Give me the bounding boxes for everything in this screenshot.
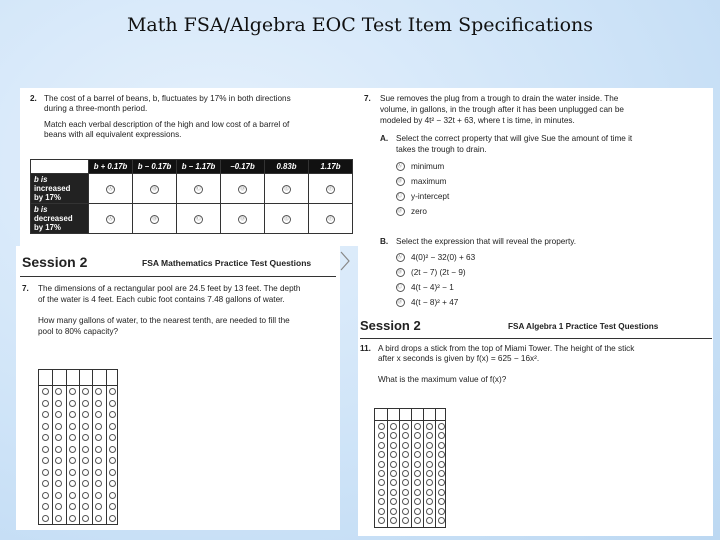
grid-bubble[interactable] xyxy=(69,492,76,499)
part-label: A. xyxy=(380,134,389,143)
grid-bubble[interactable] xyxy=(109,503,116,510)
header-rule xyxy=(360,338,712,339)
grid-bubble[interactable] xyxy=(390,470,397,477)
grid-bubble[interactable] xyxy=(378,498,385,505)
grid-column-divider xyxy=(435,409,436,527)
grid-bubble[interactable] xyxy=(42,492,49,499)
grid-bubble[interactable] xyxy=(426,498,433,505)
part-b-prompt: Select the expression that will reveal the property. xyxy=(396,237,577,246)
grid-bubble[interactable] xyxy=(69,423,76,430)
grid-column-divider xyxy=(106,370,107,524)
grid-bubble[interactable] xyxy=(82,480,89,487)
grid-bubble[interactable] xyxy=(390,432,397,439)
grid-bubble[interactable] xyxy=(438,432,445,439)
part-a-prompt-line: Select the correct property that will give Sue the amount of time it xyxy=(396,134,633,143)
question-instruction-line: beans with all equivalent expressions. xyxy=(44,130,182,139)
grid-bubble[interactable] xyxy=(378,432,385,439)
grid-bubble[interactable] xyxy=(438,470,445,477)
question-stem-line: after x seconds is given by f(x) = 625 − 16x². xyxy=(378,354,540,363)
grid-bubble[interactable] xyxy=(414,451,421,458)
grid-bubble[interactable] xyxy=(378,479,385,486)
row-label-increased xyxy=(31,174,89,204)
answer-bubble[interactable]: Ⓔ xyxy=(283,186,289,192)
grid-column-divider xyxy=(423,409,424,527)
option-y-intercept[interactable] xyxy=(396,192,449,201)
grid-bubble[interactable] xyxy=(95,515,102,522)
option-text: zero xyxy=(411,207,427,216)
part-label: B. xyxy=(380,237,389,246)
grid-bubble[interactable] xyxy=(109,469,116,476)
grid-bubble[interactable] xyxy=(69,446,76,453)
grid-bubble[interactable] xyxy=(82,446,89,453)
question-number: 2. xyxy=(30,94,37,103)
grid-column-divider xyxy=(52,370,53,524)
grid-bubble[interactable] xyxy=(414,498,421,505)
grid-bubble[interactable] xyxy=(42,446,49,453)
answer-bubble[interactable]: Ⓕ xyxy=(327,216,333,222)
grid-bubble[interactable] xyxy=(402,498,409,505)
grid-bubble[interactable] xyxy=(69,411,76,418)
column-header: b − 0.17b xyxy=(133,160,177,174)
option-minimum[interactable] xyxy=(396,162,444,171)
grid-bubble[interactable] xyxy=(95,503,102,510)
grid-bubble[interactable] xyxy=(82,503,89,510)
grid-bubble[interactable] xyxy=(95,400,102,407)
grid-bubble[interactable] xyxy=(82,469,89,476)
grid-bubble[interactable] xyxy=(82,434,89,441)
grid-bubble[interactable] xyxy=(402,461,409,468)
answer-bubble[interactable]: Ⓕ xyxy=(327,186,333,192)
grid-bubble[interactable] xyxy=(95,434,102,441)
table-corner xyxy=(31,160,89,174)
answer-bubble[interactable]: Ⓒ xyxy=(195,186,201,192)
question-number: 11. xyxy=(360,344,371,353)
answer-bubble[interactable]: Ⓑ xyxy=(151,186,157,192)
question-2-panel xyxy=(20,88,358,246)
grid-bubble[interactable] xyxy=(390,442,397,449)
grid-bubble[interactable] xyxy=(95,411,102,418)
grid-column-divider xyxy=(92,370,93,524)
row-label-line: increased xyxy=(34,184,71,193)
option-zero[interactable] xyxy=(396,207,427,216)
option-text: (2t − 7) (2t − 9) xyxy=(411,268,466,277)
grid-bubble[interactable] xyxy=(402,432,409,439)
grid-bubble[interactable] xyxy=(55,388,62,395)
grid-bubble[interactable] xyxy=(109,492,116,499)
grid-bubble[interactable] xyxy=(438,508,445,515)
grid-column-divider xyxy=(66,370,67,524)
grid-bubble[interactable] xyxy=(95,469,102,476)
session-title: Session 2 xyxy=(360,318,421,333)
grid-bubble[interactable] xyxy=(55,469,62,476)
grid-bubble[interactable] xyxy=(438,451,445,458)
option-text: y-intercept xyxy=(411,192,450,201)
grid-bubble[interactable] xyxy=(109,457,116,464)
grid-column-divider xyxy=(411,409,412,527)
grid-bubble[interactable] xyxy=(42,423,49,430)
grid-bubble[interactable] xyxy=(414,423,421,430)
question-stem-line: The cost of a barrel of beans, b, fluctuates by 17% in both directions xyxy=(44,94,291,103)
grid-bubble[interactable] xyxy=(82,400,89,407)
question-stem-line: The dimensions of a rectangular pool are 24.5 feet by 13 feet. The depth xyxy=(38,284,301,293)
question-number: 7. xyxy=(364,94,371,103)
grid-bubble[interactable] xyxy=(109,423,116,430)
grid-bubble[interactable] xyxy=(378,442,385,449)
grid-bubble[interactable] xyxy=(378,508,385,515)
option-text: minimum xyxy=(411,162,445,171)
row-label-line: b is xyxy=(34,205,48,214)
grid-bubble[interactable] xyxy=(426,479,433,486)
answer-bubble[interactable]: Ⓓ xyxy=(239,186,245,192)
answer-bubble[interactable]: Ⓐ xyxy=(107,186,113,192)
question-stem-line: of the water is 4 feet. Each cubic foot contains 7.48 gallons of water. xyxy=(38,295,285,304)
grid-bubble[interactable] xyxy=(55,434,62,441)
grid-bubble[interactable] xyxy=(55,411,62,418)
column-header: b − 1.17b xyxy=(177,160,221,174)
grid-bubble[interactable] xyxy=(42,469,49,476)
grid-bubble[interactable] xyxy=(390,451,397,458)
grid-bubble[interactable] xyxy=(390,461,397,468)
grid-bubble[interactable] xyxy=(55,515,62,522)
grid-bubble[interactable] xyxy=(414,479,421,486)
grid-bubble[interactable] xyxy=(42,480,49,487)
option-text: 4(t − 4)² − 1 xyxy=(411,283,454,292)
answer-bubble[interactable]: Ⓔ xyxy=(283,216,289,222)
grid-bubble[interactable] xyxy=(414,489,421,496)
grid-bubble[interactable] xyxy=(42,388,49,395)
row-label-line: by 17% xyxy=(34,193,61,202)
option-bubble[interactable]: Ⓒ xyxy=(396,283,405,292)
grid-bubble[interactable] xyxy=(438,498,445,505)
answer-bubble[interactable]: Ⓑ xyxy=(151,216,157,222)
grid-bubble[interactable] xyxy=(438,442,445,449)
grid-bubble[interactable] xyxy=(95,492,102,499)
option-text: 4(0)² − 32(0) + 63 xyxy=(411,253,476,262)
grid-bubble[interactable] xyxy=(109,411,116,418)
grid-bubble[interactable] xyxy=(82,388,89,395)
session-2-bird-panel xyxy=(358,314,713,536)
grid-bubble[interactable] xyxy=(95,446,102,453)
grid-bubble[interactable] xyxy=(55,457,62,464)
grid-bubble[interactable] xyxy=(82,492,89,499)
grid-bubble[interactable] xyxy=(82,457,89,464)
grid-bubble[interactable] xyxy=(414,461,421,468)
grid-bubble[interactable] xyxy=(42,411,49,418)
grid-bubble[interactable] xyxy=(438,479,445,486)
grid-bubble[interactable] xyxy=(390,423,397,430)
option-maximum[interactable] xyxy=(396,177,446,186)
grid-bubble[interactable] xyxy=(414,442,421,449)
grid-bubble[interactable] xyxy=(109,434,116,441)
option-bubble[interactable]: Ⓐ xyxy=(396,162,405,171)
answer-grid[interactable] xyxy=(374,408,446,528)
option-bubble[interactable]: Ⓑ xyxy=(396,177,405,186)
grid-bubble[interactable] xyxy=(402,479,409,486)
grid-bubble[interactable] xyxy=(414,517,421,524)
answer-bubble[interactable]: Ⓓ xyxy=(239,216,245,222)
grid-bubble[interactable] xyxy=(55,423,62,430)
grid-bubble[interactable] xyxy=(55,400,62,407)
grid-bubble[interactable] xyxy=(42,503,49,510)
grid-bubble[interactable] xyxy=(426,517,433,524)
grid-bubble[interactable] xyxy=(95,457,102,464)
column-header: −0.17b xyxy=(221,160,265,174)
matching-table xyxy=(30,159,353,234)
grid-bubble[interactable] xyxy=(82,411,89,418)
question-stem-line: Sue removes the plug from a trough to drain the water inside. The xyxy=(380,94,619,103)
grid-bubble[interactable] xyxy=(69,515,76,522)
grid-bubble[interactable] xyxy=(69,469,76,476)
question-instruction-line: Match each verbal description of the high and low cost of a barrel of xyxy=(44,120,290,129)
grid-bubble[interactable] xyxy=(426,508,433,515)
grid-bubble[interactable] xyxy=(69,388,76,395)
question-7-trough-panel xyxy=(358,88,713,314)
answer-bubble[interactable]: Ⓒ xyxy=(195,216,201,222)
grid-bubble[interactable] xyxy=(426,432,433,439)
test-header: FSA Mathematics Practice Test Questions xyxy=(142,258,312,268)
grid-bubble[interactable] xyxy=(109,480,116,487)
question-prompt-line: How many gallons of water, to the nearest tenth, are needed to fill the xyxy=(38,316,290,325)
question-stem-line: modeled by 4t² − 32t + 63, where t is time, in minutes. xyxy=(380,116,575,125)
grid-bubble[interactable] xyxy=(69,434,76,441)
question-prompt: What is the maximum value of f(x)? xyxy=(378,375,507,384)
session-title: Session 2 xyxy=(22,254,88,270)
chevron-right-icon xyxy=(338,250,352,272)
grid-bubble[interactable] xyxy=(95,423,102,430)
question-stem-line: volume, in gallons, in the trough after it has been unplugged can be xyxy=(380,105,624,114)
grid-bubble[interactable] xyxy=(390,489,397,496)
grid-bubble[interactable] xyxy=(438,489,445,496)
answer-grid[interactable] xyxy=(38,369,118,525)
option-bubble[interactable]: Ⓒ xyxy=(396,192,405,201)
option-expression-c[interactable] xyxy=(396,283,454,292)
column-header: b + 0.17b xyxy=(89,160,133,174)
grid-bubble[interactable] xyxy=(438,517,445,524)
grid-bubble[interactable] xyxy=(402,517,409,524)
option-bubble[interactable]: Ⓓ xyxy=(396,207,405,216)
grid-bubble[interactable] xyxy=(426,423,433,430)
grid-bubble[interactable] xyxy=(426,461,433,468)
option-bubble[interactable]: Ⓑ xyxy=(396,268,405,277)
grid-entry-row-rule xyxy=(39,385,117,386)
row-label-line: decreased xyxy=(34,214,73,223)
grid-bubble[interactable] xyxy=(69,400,76,407)
grid-bubble[interactable] xyxy=(55,480,62,487)
option-expression-b[interactable] xyxy=(396,268,466,277)
grid-bubble[interactable] xyxy=(426,442,433,449)
grid-bubble[interactable] xyxy=(390,498,397,505)
grid-bubble[interactable] xyxy=(69,503,76,510)
grid-bubble[interactable] xyxy=(402,442,409,449)
option-bubble[interactable]: Ⓐ xyxy=(396,253,405,262)
grid-bubble[interactable] xyxy=(402,423,409,430)
grid-entry-row-rule xyxy=(375,420,445,421)
slide-title: Math FSA/Algebra EOC Test Item Specifications xyxy=(126,14,594,36)
option-text: maximum xyxy=(411,177,447,186)
grid-bubble[interactable] xyxy=(95,388,102,395)
grid-bubble[interactable] xyxy=(109,388,116,395)
grid-bubble[interactable] xyxy=(378,470,385,477)
test-header: FSA Algebra 1 Practice Test Questions xyxy=(508,322,659,331)
grid-bubble[interactable] xyxy=(414,508,421,515)
grid-bubble[interactable] xyxy=(378,451,385,458)
grid-bubble[interactable] xyxy=(69,480,76,487)
grid-bubble[interactable] xyxy=(390,508,397,515)
grid-bubble[interactable] xyxy=(95,480,102,487)
grid-column-divider xyxy=(387,409,388,527)
grid-bubble[interactable] xyxy=(402,470,409,477)
grid-column-divider xyxy=(399,409,400,527)
header-rule xyxy=(20,276,336,277)
grid-bubble[interactable] xyxy=(42,515,49,522)
grid-bubble[interactable] xyxy=(378,461,385,468)
grid-bubble[interactable] xyxy=(378,517,385,524)
option-expression-a[interactable] xyxy=(396,253,475,262)
question-stem-line: A bird drops a stick from the top of Miami Tower. The height of the stick xyxy=(378,344,635,353)
option-bubble[interactable]: Ⓓ xyxy=(396,298,405,307)
part-a-prompt-line: takes the trough to drain. xyxy=(396,145,487,154)
grid-bubble[interactable] xyxy=(426,470,433,477)
grid-bubble[interactable] xyxy=(438,461,445,468)
column-header: 1.17b xyxy=(309,160,353,174)
grid-bubble[interactable] xyxy=(426,489,433,496)
grid-bubble[interactable] xyxy=(82,423,89,430)
session-2-pool-panel xyxy=(16,246,340,530)
grid-bubble[interactable] xyxy=(55,446,62,453)
question-stem-line: during a three-month period. xyxy=(44,104,148,113)
grid-bubble[interactable] xyxy=(82,515,89,522)
grid-bubble[interactable] xyxy=(109,400,116,407)
row-label-line: by 17% xyxy=(34,223,61,232)
grid-column-divider xyxy=(79,370,80,524)
grid-bubble[interactable] xyxy=(42,457,49,464)
grid-bubble[interactable] xyxy=(378,423,385,430)
grid-bubble[interactable] xyxy=(402,508,409,515)
grid-bubble[interactable] xyxy=(69,457,76,464)
option-text: 4(t − 8)² + 47 xyxy=(411,298,459,307)
answer-bubble[interactable]: Ⓐ xyxy=(107,216,113,222)
grid-bubble[interactable] xyxy=(402,489,409,496)
grid-bubble[interactable] xyxy=(55,492,62,499)
grid-bubble[interactable] xyxy=(414,470,421,477)
row-label-line: b is xyxy=(34,175,48,184)
grid-bubble[interactable] xyxy=(42,400,49,407)
grid-bubble[interactable] xyxy=(438,423,445,430)
question-prompt-line: pool to 80% capacity? xyxy=(38,327,119,336)
grid-bubble[interactable] xyxy=(109,446,116,453)
grid-bubble[interactable] xyxy=(390,479,397,486)
row-label-decreased xyxy=(31,204,89,234)
grid-bubble[interactable] xyxy=(378,489,385,496)
grid-bubble[interactable] xyxy=(402,451,409,458)
grid-bubble[interactable] xyxy=(42,434,49,441)
column-header: 0.83b xyxy=(265,160,309,174)
option-expression-d[interactable] xyxy=(396,298,458,307)
question-number: 7. xyxy=(22,284,29,293)
grid-bubble[interactable] xyxy=(390,517,397,524)
grid-bubble[interactable] xyxy=(109,515,116,522)
grid-bubble[interactable] xyxy=(426,451,433,458)
grid-bubble[interactable] xyxy=(414,432,421,439)
grid-bubble[interactable] xyxy=(55,503,62,510)
